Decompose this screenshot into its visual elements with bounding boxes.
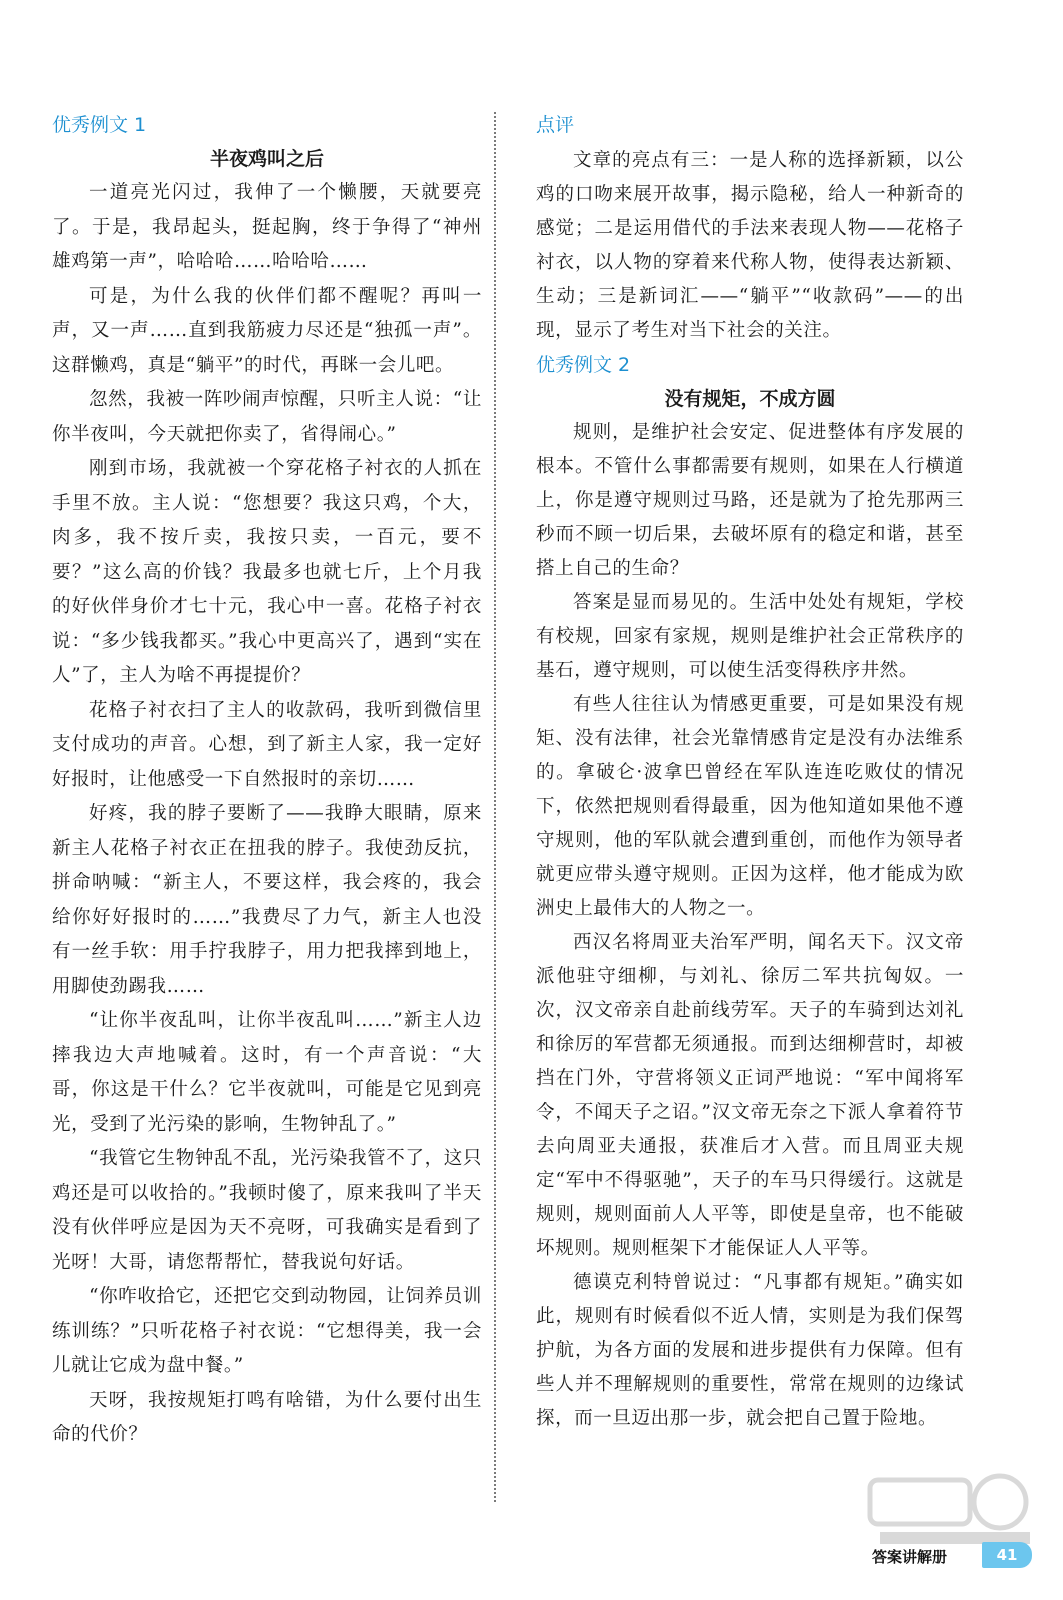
paragraph: 花格子衬衣扫了主人的收款码，我听到微信里支付成功的声音。心想，到了新主人家，我一定好好报时，让他感受一下自然报时的亲切…… <box>52 699 482 790</box>
review-label: 点评 <box>536 114 575 136</box>
book-label: 答案讲解册 <box>872 1548 948 1566</box>
paragraph: “我管它生物钟乱不乱，光污染我管不了，这只鸡还是可以收拾的。”我顿时傻了，原来我叫了半天没有伙伴呼应是因为天不亮呀，可我确实是看到了光呀！大哥，请您帮帮忙，替我说句好话。 <box>52 1148 482 1273</box>
essay-title-2: 没有规矩，不成方圆 <box>664 388 836 410</box>
page-number: 41 <box>982 1542 1032 1568</box>
review-text: 文章的亮点有三：一是人称的选择新颖，以公鸡的口吻来展开故事，揭示隐秘，给人一种新奇的感觉；二是运用借代的手法来表现人物——花格子衬衣，以人物的穿着来代称人物，使得表达新颖、生动；三是新词汇——“躺平”“收款码”——的出现，显示了考生对当下社会的关注。 <box>536 150 964 341</box>
paragraph: 有些人往往认为情感更重要，可是如果没有规矩、没有法律，社会光靠情感肯定是没有办法维系的。拿破仑·波拿巴曾经在军队连连吃败仗的情况下，依然把规则看得最重，因为他知道如果他不遵守规则，他的军队就会遭到重创，而他作为领导者就更应带头遵守规则。正因为这样，他才能成为欧洲史上最伟大的人物之一。 <box>536 694 964 919</box>
essay-body-1 <box>52 176 482 1453</box>
paragraph: 忽然，我被一阵吵闹声惊醒，只听主人说：“让你半夜叫，今天就把你卖了，省得闹心。” <box>52 389 482 445</box>
paragraph: “你咋收拾它，还把它交到动物园，让饲养员训练训练？”只听花格子衬衣说：“它想得美，我一会儿就让它成为盘中餐。” <box>52 1286 482 1376</box>
essay-body-2 <box>536 416 964 1436</box>
right-column <box>536 108 964 1436</box>
essay-title-1: 半夜鸡叫之后 <box>209 148 324 170</box>
paragraph: 规则，是维护社会安定、促进整体有序发展的根本。不管什么事都需要有规则，如果在人行横道上，你是遵守规则过马路，还是就为了抢先那两三秒而不顾一切后果，去破坏原有的稳定和谐，甚至搭上自己的生命？ <box>536 422 964 579</box>
paragraph: 西汉名将周亚夫治军严明，闻名天下。汉文帝派他驻守细柳，与刘礼、徐厉二军共抗匈奴。一次，汉文帝亲自赴前线劳军。天子的车骑到达刘礼和徐厉的军营都无须通报。而到达细柳营时，却被挡在门外，守营将领义正词严地说：“军中闻将军令，不闻天子之诏。”汉文帝无奈之下派人拿着符节去向周亚夫通报，获准后才入营。而且周亚夫规定“军中不得驱驰”，天子的车马只得缓行。这就是规则，规则面前人人平等，即使是皇帝，也不能破坏规则。规则框架下才能保证人人平等。 <box>536 932 964 1259</box>
paragraph: 天呀，我按规矩打鸣有啥错，为什么要付出生命的代价？ <box>52 1389 482 1445</box>
column-divider <box>494 112 496 1502</box>
paragraph: “让你半夜乱叫，让你半夜乱叫……”新主人边摔我边大声地喊着。这时，有一个声音说：“大哥，你这是干什么？它半夜就叫，可能是它见到亮光，受到了光污染的影响，生物钟乱了。” <box>52 1010 482 1135</box>
page-footer <box>872 1540 1052 1572</box>
left-column <box>52 108 482 1453</box>
paragraph: 答案是显而易见的。生活中处处有规矩，学校有校规，回家有家规，规则是维护社会正常秩序的基石，遵守规则，可以使生活变得秩序井然。 <box>536 592 964 681</box>
example-label-2: 优秀例文 2 <box>536 354 631 376</box>
paragraph: 一道亮光闪过，我伸了一个懒腰，天就要亮了。于是，我昂起头，挺起胸，终于争得了“神州雄鸡第一声”，哈哈哈……哈哈哈…… <box>52 182 482 272</box>
paragraph: 德谟克利特曾说过：“凡事都有规矩。”确实如此，规则有时候看似不近人情，实则是为我们保驾护航，为各方面的发展和进步提供有力保障。但有些人并不理解规则的重要性，常常在规则的边缘试探，而一旦迈出那一步，就会把自己置于险地。 <box>536 1272 964 1429</box>
paragraph: 刚到市场，我就被一个穿花格子衬衣的人抓在手里不放。主人说：“您想要？我这只鸡，个大，肉多，我不按斤卖，我按只卖，一百元，要不要？”这么高的价钱？我最多也就七斤，上个月我的好伙伴身价才七十元，我心中一喜。花格子衬衣说：“多少钱我都买。”我心中更高兴了，遇到“实在人”了，主人为啥不再提提价？ <box>52 458 482 686</box>
paragraph: 好疼，我的脖子要断了——我睁大眼睛，原来新主人花格子衬衣正在扭我的脖子。我使劲反抗，拼命呐喊：“新主人，不要这样，我会疼的，我会给你好好报时的……”我费尽了力气，新主人也没有一丝手软：用手拧我脖子，用力把我摔到地上，用脚使劲踢我…… <box>52 803 482 997</box>
watermark-logo <box>860 1470 1040 1550</box>
paragraph: 可是，为什么我的伙伴们都不醒呢？再叫一声，又一声……直到我筋疲力尽还是“独孤一声”。这群懒鸡，真是“躺平”的时代，再眯一会儿吧。 <box>52 285 482 376</box>
example-label-1: 优秀例文 1 <box>52 114 147 136</box>
